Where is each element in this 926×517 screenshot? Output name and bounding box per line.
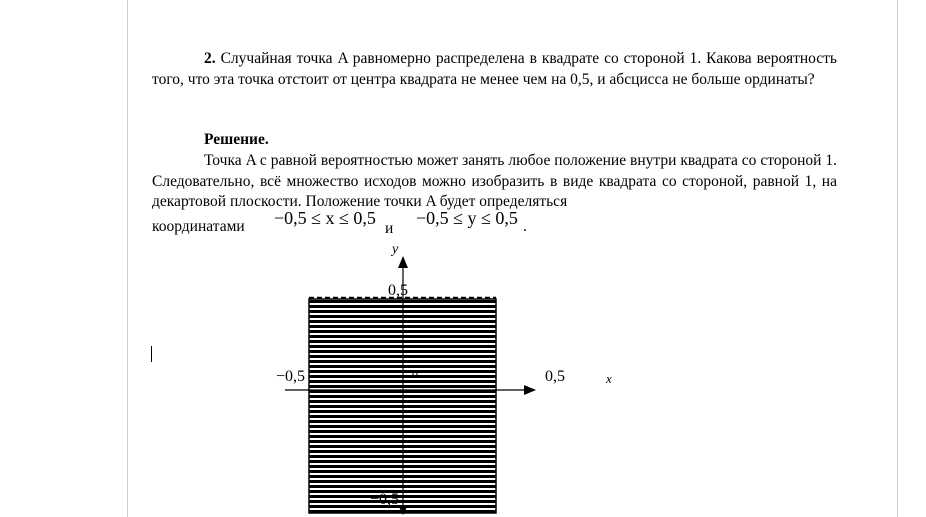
y-axis-label: y [392, 242, 399, 257]
x-axis-label: x [606, 371, 612, 386]
solution-text: Точка A с равной вероятностью может занять любое положение внутри квадрата со стороной 1. Следовательно, всё множество исходов можно изобразить в виде квадрата со стороной, равной 1, на декартовой плоскости. Положение точки A будет определяться [152, 152, 837, 210]
formula-y: −0,5 ≤ y ≤ 0,5 [416, 208, 518, 228]
y-bottom-tick-label: −0,5 [370, 491, 400, 508]
formula-period: . [523, 218, 527, 235]
problem-text: Случайная точка A равномерно распределена в квадрате со стороной 1. Какова вероятность того, что эта точка отстоит от центра квадрата не менее чем на 0,5, и абсцисса не больше ординаты? [152, 50, 837, 88]
x-axis-arrow [524, 385, 536, 395]
origin-label: 0 [412, 367, 418, 381]
y-axis-arrow [398, 256, 408, 268]
formula-x: −0,5 ≤ x ≤ 0,5 [274, 208, 376, 228]
x-left-tick-label: −0,5 [276, 368, 306, 385]
solution-heading: Решение. [204, 131, 269, 148]
conjunction-and: и [385, 220, 394, 237]
coords-word: координатами [152, 218, 245, 235]
problem-number: 2. [204, 50, 216, 67]
y-top-tick-label: 0,5 [388, 282, 408, 299]
x-right-tick-label: 0,5 [545, 368, 565, 385]
